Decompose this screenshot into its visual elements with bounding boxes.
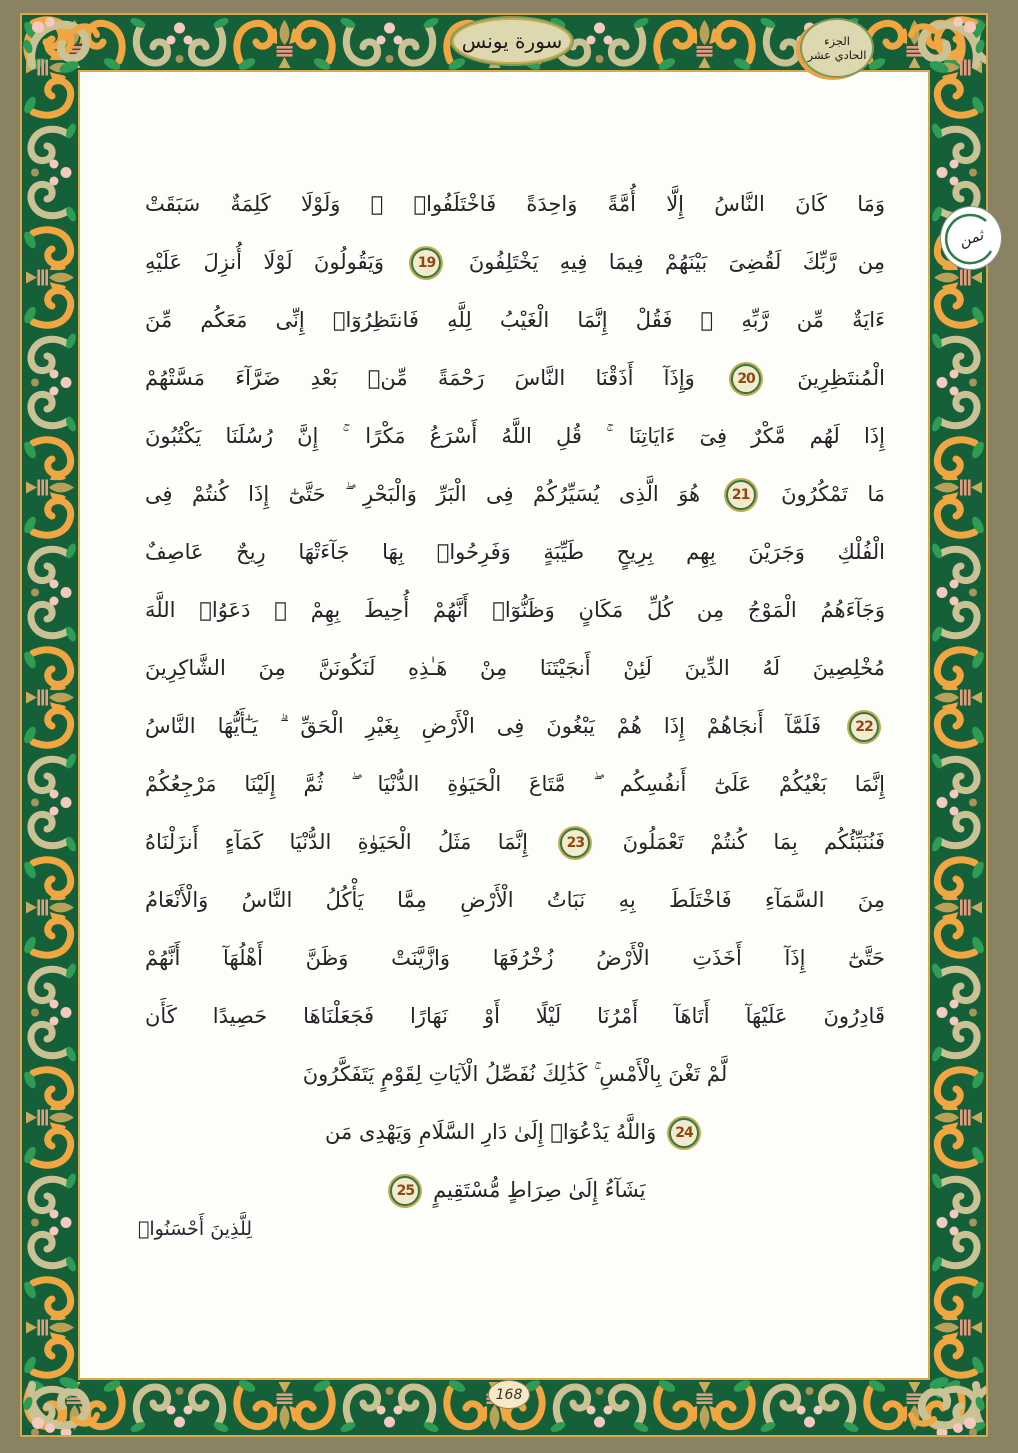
quran-line [145,871,885,929]
quran-line [145,233,885,291]
verse-marker: 21 [726,480,756,510]
ayah-text: وَجَآءَهُمُ الْمَوْجُ مِن كُلِّ مَكَانٍ وَظَنُّوٓا۟ أَنَّهُمْ أُحِيطَ بِهِمْ ۙ دَعَوُا۟ اللَّهَ [145,598,885,622]
quran-line [145,755,885,813]
quran-line [145,987,885,1045]
ayah-text: هُوَ الَّذِى يُسَيِّرُكُمْ فِى الْبَرِّ وَالْبَحْرِ ۖ حَتَّىٰٓ إِذَا كُنتُمْ فِى [145,482,701,506]
page-number: 168 [495,1386,523,1403]
quran-line [145,465,885,523]
ayah-text: وَيَقُولُونَ لَوْلَا أُنزِلَ عَلَيْهِ [145,250,385,274]
quran-line [145,291,885,349]
border-corner-bottom-right [906,1375,986,1435]
ayah-text: مُخْلِصِينَ لَهُ الدِّينَ لَئِنْ أَنجَيْتَنَا مِنْ هَـٰذِهِ لَنَكُونَنَّ مِنَ الشَّاكِرِينَ [145,656,885,680]
ayah-text: إِنَّمَا بَغْيُكُمْ عَلَىٰٓ أَنفُسِكُم ۖ مَّتَاعَ الْحَيَوٰةِ الدُّنْيَا ۖ ثُمَّ إِلَيْنَا مَرْجِعُكُمْ [145,772,885,796]
quran-line [145,697,885,755]
ayah-text: قَادِرُونَ عَلَيْهَآ أَتَاهَآ أَمْرُنَا لَيْلًا أَوْ نَهَارًا فَجَعَلْنَاهَا حَصِيدًا كَأَن [145,1004,885,1028]
quran-line [145,175,885,233]
ayah-text: الْمُنتَظِرِينَ [797,366,885,390]
juz-label-line2: الحادي عشر [807,48,867,62]
verse-marker: 19 [411,248,441,278]
quran-line [145,1103,885,1161]
border-corner-bottom-left [22,1375,102,1435]
catchword: لِلَّذِينَ أَحْسَنُوا۟ [138,1218,253,1240]
verse-marker: 25 [390,1176,420,1206]
quran-line [145,407,885,465]
ayah-text: وَمَا كَانَ النَّاسُ إِلَّا أُمَّةً وَاحِدَةً فَاخْتَلَفُوا۟ ۚ وَلَوْلَا كَلِمَةٌ سَبَقَتْ [145,192,885,216]
quran-line [145,349,885,407]
ayah-text: يَشَآءُ إِلَىٰ صِرَاطٍ مُّسْتَقِيمٍ [433,1178,646,1202]
quran-line [145,581,885,639]
ayah-text: حَتَّىٰٓ إِذَآ أَخَذَتِ الْأَرْضُ زُخْرُفَهَا وَازَّيَّنَتْ وَظَنَّ أَهْلُهَآ أَنَّهُمْ [145,946,885,970]
juz-label-line1: الجزء [824,34,850,48]
juz-cartouche [800,18,874,78]
verse-marker: 22 [849,712,879,742]
verse-marker: 20 [731,364,761,394]
ayah-text: الْفُلْكِ وَجَرَيْنَ بِهِم بِرِيحٍ طَيِّبَةٍ وَفَرِحُوا۟ بِهَا جَآءَتْهَا رِيحٌ عَاصِفٌ [145,540,885,564]
quran-line [145,929,885,987]
surah-title-cartouche [450,16,574,66]
ayah-text: إِذَا لَهُم مَّكْرٌ فِىٓ ءَايَاتِنَا ۚ قُلِ اللَّهُ أَسْرَعُ مَكْرًا ۚ إِنَّ رُسُلَنَا يَكْتُبُونَ [145,424,885,448]
quran-line [145,813,885,871]
quran-line [145,1045,885,1103]
ayah-text: مِن رَّبِّكَ لَقُضِىَ بَيْنَهُمْ فِيمَا فِيهِ يَخْتَلِفُونَ [468,250,885,274]
ayah-text: فَلَمَّآ أَنجَاهُمْ إِذَا هُمْ يَبْغُونَ فِى الْأَرْضِ بِغَيْرِ الْحَقِّ ۗ يَـٰٓأَيُّهَا النَّاسُ [145,714,822,738]
border-corner-top-right [906,15,986,75]
quran-line [145,639,885,697]
ayah-text: وَاللَّهُ يَدْعُوٓا۟ إِلَىٰ دَارِ السَّلَامِ وَيَهْدِى مَن [325,1120,657,1144]
verse-marker: 23 [560,828,590,858]
border-strip-left [22,15,79,1435]
quran-line [145,523,885,581]
surah-title: سورة يونس [461,29,563,53]
ayah-text: ءَايَةٌ مِّن رَّبِّهِ ۖ فَقُلْ إِنَّمَا الْغَيْبُ لِلَّهِ فَانتَظِرُوٓا۟ إِنِّى مَعَكُم مِّنَ [145,308,885,332]
page-number-oval [488,1380,530,1409]
quran-text-block [145,175,885,1219]
ayah-text: مِنَ السَّمَآءِ فَاخْتَلَطَ بِهِ نَبَاتُ الْأَرْضِ مِمَّا يَأْكُلُ النَّاسُ وَالْأَنْعَامُ [145,888,885,912]
ayah-text: فَنُنَبِّئُكُم بِمَا كُنتُمْ تَعْمَلُونَ [622,830,885,854]
hizb-eighth-marker [940,206,1002,270]
ayah-text: لَّمْ تَغْنَ بِالْأَمْسِ ۚ كَذَٰلِكَ نُفَصِّلُ الْآيَاتِ لِقَوْمٍ يَتَفَكَّرُونَ [302,1062,728,1086]
ayah-text: مَا تَمْكُرُونَ [781,482,885,506]
quran-line [145,1161,885,1219]
verse-marker: 24 [669,1118,699,1148]
hizb-label: ثمن [956,225,986,251]
ayah-text: وَإِذَآ أَذَقْنَا النَّاسَ رَحْمَةً مِّنۢ بَعْدِ ضَرَّآءَ مَسَّتْهُمْ [145,366,695,390]
border-corner-top-left [22,15,102,75]
ayah-text: إِنَّمَا مَثَلُ الْحَيَوٰةِ الدُّنْيَا كَمَآءٍ أَنزَلْنَاهُ [145,830,528,854]
